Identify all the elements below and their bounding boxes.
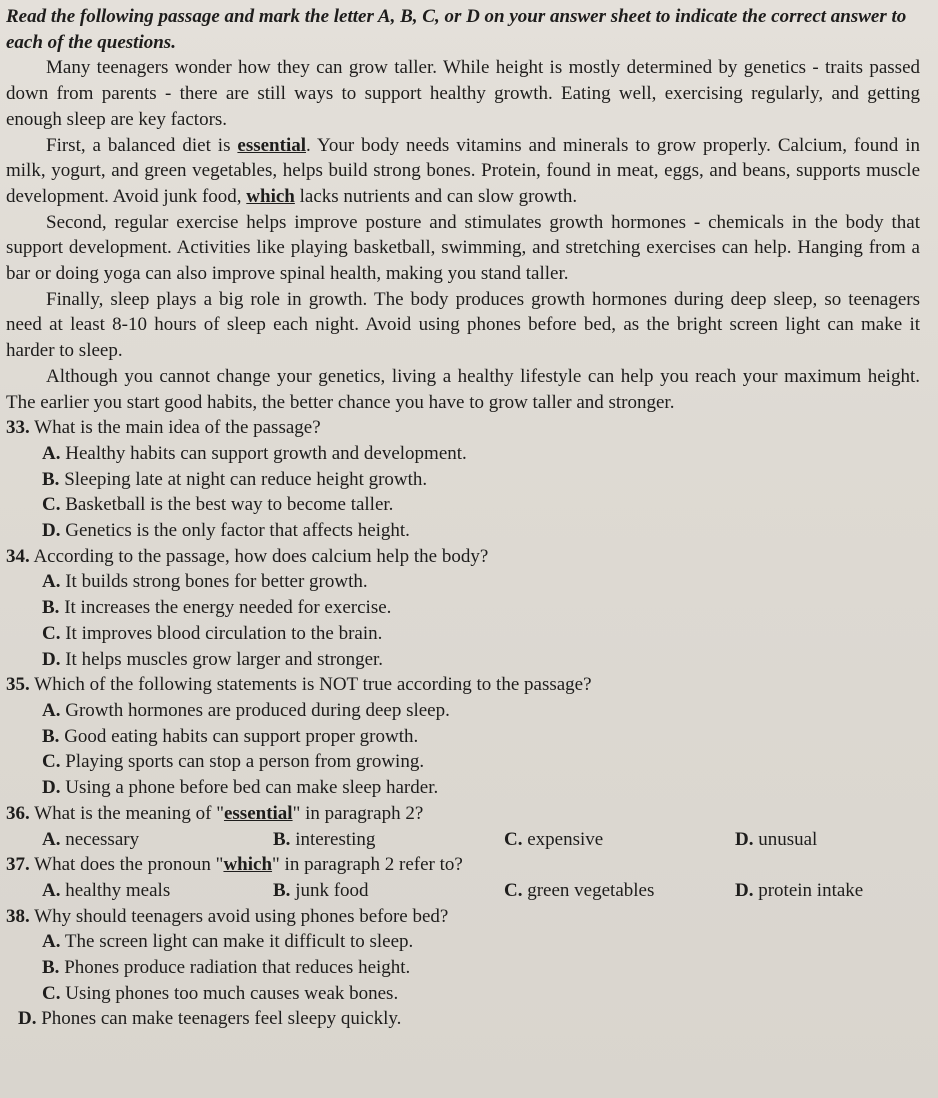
question-36 <box>6 801 920 852</box>
question-text: " in paragraph 2? <box>292 802 424 824</box>
question-number: 35. <box>6 674 30 696</box>
option-text: Playing sports can stop a person from growing. <box>65 751 425 773</box>
option-text: Phones produce radiation that reduces height. <box>64 957 411 979</box>
question-38 <box>6 904 920 1033</box>
option-letter: A. <box>42 442 61 464</box>
option-letter: D. <box>42 648 61 670</box>
option-c[interactable] <box>42 621 920 647</box>
question-35 <box>6 672 920 801</box>
option-text: It helps muscles grow larger and stronger. <box>65 648 384 670</box>
option-b[interactable] <box>273 827 504 853</box>
option-letter: D. <box>42 777 61 799</box>
option-d[interactable] <box>42 647 920 673</box>
option-d[interactable] <box>42 775 920 801</box>
option-a[interactable] <box>42 441 920 467</box>
option-c[interactable] <box>42 981 920 1007</box>
question-stem <box>6 544 920 570</box>
question-text: What is the main idea of the passage? <box>34 417 321 439</box>
question-stem <box>6 415 920 441</box>
question-text: Why should teenagers avoid using phones before bed? <box>34 905 449 927</box>
option-text: Phones can make teenagers feel sleepy quickly. <box>41 1008 402 1030</box>
option-text: It improves blood circulation to the brain. <box>65 622 383 644</box>
question-text: According to the passage, how does calcium help the body? <box>33 545 489 567</box>
option-letter: B. <box>42 597 60 619</box>
option-b[interactable] <box>42 595 920 621</box>
paragraph-2-text-1: First, a balanced diet is <box>46 134 238 156</box>
option-letter: C. <box>504 879 523 901</box>
paragraph-2 <box>6 133 920 210</box>
option-text: Using phones too much causes weak bones. <box>65 982 399 1004</box>
option-letter: C. <box>42 751 61 773</box>
paragraph-4: Finally, sleep plays a big role in growth. The body produces growth hormones during deep sleep, so teenagers need at least 8-10 hours of sleep each night. Avoid using phones before bed, as the bright screen light can make it harder to sleep. <box>6 288 920 362</box>
question-text: What does the pronoun " <box>34 854 224 876</box>
question-text: Which of the following statements is NOT true according to the passage? <box>34 674 592 696</box>
option-text: It builds strong bones for better growth. <box>65 571 368 593</box>
option-text: necessary <box>65 828 140 850</box>
option-letter: A. <box>42 828 61 850</box>
question-text: " in paragraph 2 refer to? <box>272 854 463 876</box>
question-number: 33. <box>6 417 30 439</box>
option-c[interactable] <box>42 492 920 518</box>
question-number: 37. <box>6 854 30 876</box>
option-a[interactable] <box>42 698 920 724</box>
option-letter: A. <box>42 571 61 593</box>
option-text: Growth hormones are produced during deep sleep. <box>65 699 450 721</box>
option-text: healthy meals <box>65 879 171 901</box>
instructions: Read the following passage and mark the letter A, B, C, or D on your answer sheet to indicate the correct answer to each of the questions. <box>6 6 907 53</box>
question-37 <box>6 852 920 903</box>
option-text: Using a phone before bed can make sleep harder. <box>65 777 439 799</box>
paragraph-1: Many teenagers wonder how they can grow taller. While height is mostly determined by genetics - traits passed down from parents - there are still ways to support healthy growth. Eating well, exercising regularly, and getting enough sleep are key factors. <box>6 57 920 130</box>
option-letter: B. <box>273 828 291 850</box>
option-letter: D. <box>735 879 754 901</box>
question-34 <box>6 544 920 673</box>
option-text: It increases the energy needed for exercise. <box>64 597 392 619</box>
keyword-which: which <box>246 185 295 207</box>
option-text: protein intake <box>758 879 864 901</box>
option-text: junk food <box>295 879 369 901</box>
question-stem <box>6 904 920 930</box>
option-b[interactable] <box>273 878 504 904</box>
option-letter: C. <box>504 828 523 850</box>
question-keyword: which <box>223 854 273 876</box>
option-text: green vegetables <box>527 879 655 901</box>
option-letter: C. <box>42 982 61 1004</box>
option-c[interactable] <box>504 827 735 853</box>
option-letter: B. <box>42 468 60 490</box>
option-letter: B. <box>42 957 60 979</box>
option-letter: C. <box>42 494 61 516</box>
question-text: What is the meaning of " <box>34 802 224 824</box>
option-b[interactable] <box>42 724 920 750</box>
keyword-essential: essential <box>237 134 307 156</box>
question-stem <box>6 801 920 827</box>
option-text: Healthy habits can support growth and development. <box>65 442 467 464</box>
option-letter: B. <box>42 725 60 747</box>
option-c[interactable] <box>42 749 920 775</box>
option-letter: D. <box>18 1008 37 1030</box>
question-33 <box>6 415 920 544</box>
option-letter: C. <box>42 622 61 644</box>
paragraph-5: Although you cannot change your genetics, living a healthy lifestyle can help you reach your maximum height. The earlier you start good habits, the better chance you have to grow taller and stronger. <box>6 365 920 413</box>
option-b[interactable] <box>42 467 920 493</box>
option-text: Good eating habits can support proper growth. <box>64 725 419 747</box>
option-d[interactable] <box>735 827 817 853</box>
option-c[interactable] <box>504 878 735 904</box>
option-d[interactable] <box>42 518 920 544</box>
option-d[interactable] <box>735 878 863 904</box>
paragraph-2-text-3: lacks nutrients and can slow growth. <box>294 185 578 207</box>
option-letter: A. <box>42 879 61 901</box>
option-letter: A. <box>42 699 61 721</box>
option-text: Genetics is the only factor that affects height. <box>65 520 410 542</box>
question-number: 34. <box>6 545 30 567</box>
option-text: Basketball is the best way to become taller. <box>65 494 394 516</box>
option-letter: D. <box>42 520 61 542</box>
option-a[interactable] <box>42 878 273 904</box>
option-letter: A. <box>42 931 61 953</box>
option-text: expensive <box>527 828 604 850</box>
paragraph-2-text-2: . Your body needs vitamins and minerals to grow properly. Calcium, found in milk, yogurt, and green vegetables, helps build strong bones. Protein, found in meat, eggs, and beans, supports muscle development. Avoid junk food, <box>6 134 920 207</box>
option-a[interactable] <box>42 827 273 853</box>
option-a[interactable] <box>42 569 920 595</box>
options-row <box>42 878 920 904</box>
paragraph-3: Second, regular exercise helps improve posture and stimulates growth hormones - chemicals in the body that support development. Activities like playing basketball, swimming, and stretching exercises can help. Hanging from a bar or doing yoga can also improve spinal health, making you stand taller. <box>6 211 920 285</box>
question-number: 38. <box>6 905 30 927</box>
question-stem <box>6 672 920 698</box>
option-letter: B. <box>273 879 291 901</box>
question-number: 36. <box>6 802 30 824</box>
option-d[interactable] <box>18 1006 920 1032</box>
question-stem <box>6 852 920 878</box>
option-text: Sleeping late at night can reduce height growth. <box>64 468 428 490</box>
option-letter: D. <box>735 828 754 850</box>
option-a[interactable] <box>42 929 920 955</box>
option-text: unusual <box>758 828 818 850</box>
option-b[interactable] <box>42 955 920 981</box>
option-text: interesting <box>295 828 376 850</box>
reading-passage <box>6 55 920 415</box>
question-keyword: essential <box>223 802 293 824</box>
options-row <box>42 827 920 853</box>
option-text: The screen light can make it difficult to sleep. <box>64 931 414 953</box>
